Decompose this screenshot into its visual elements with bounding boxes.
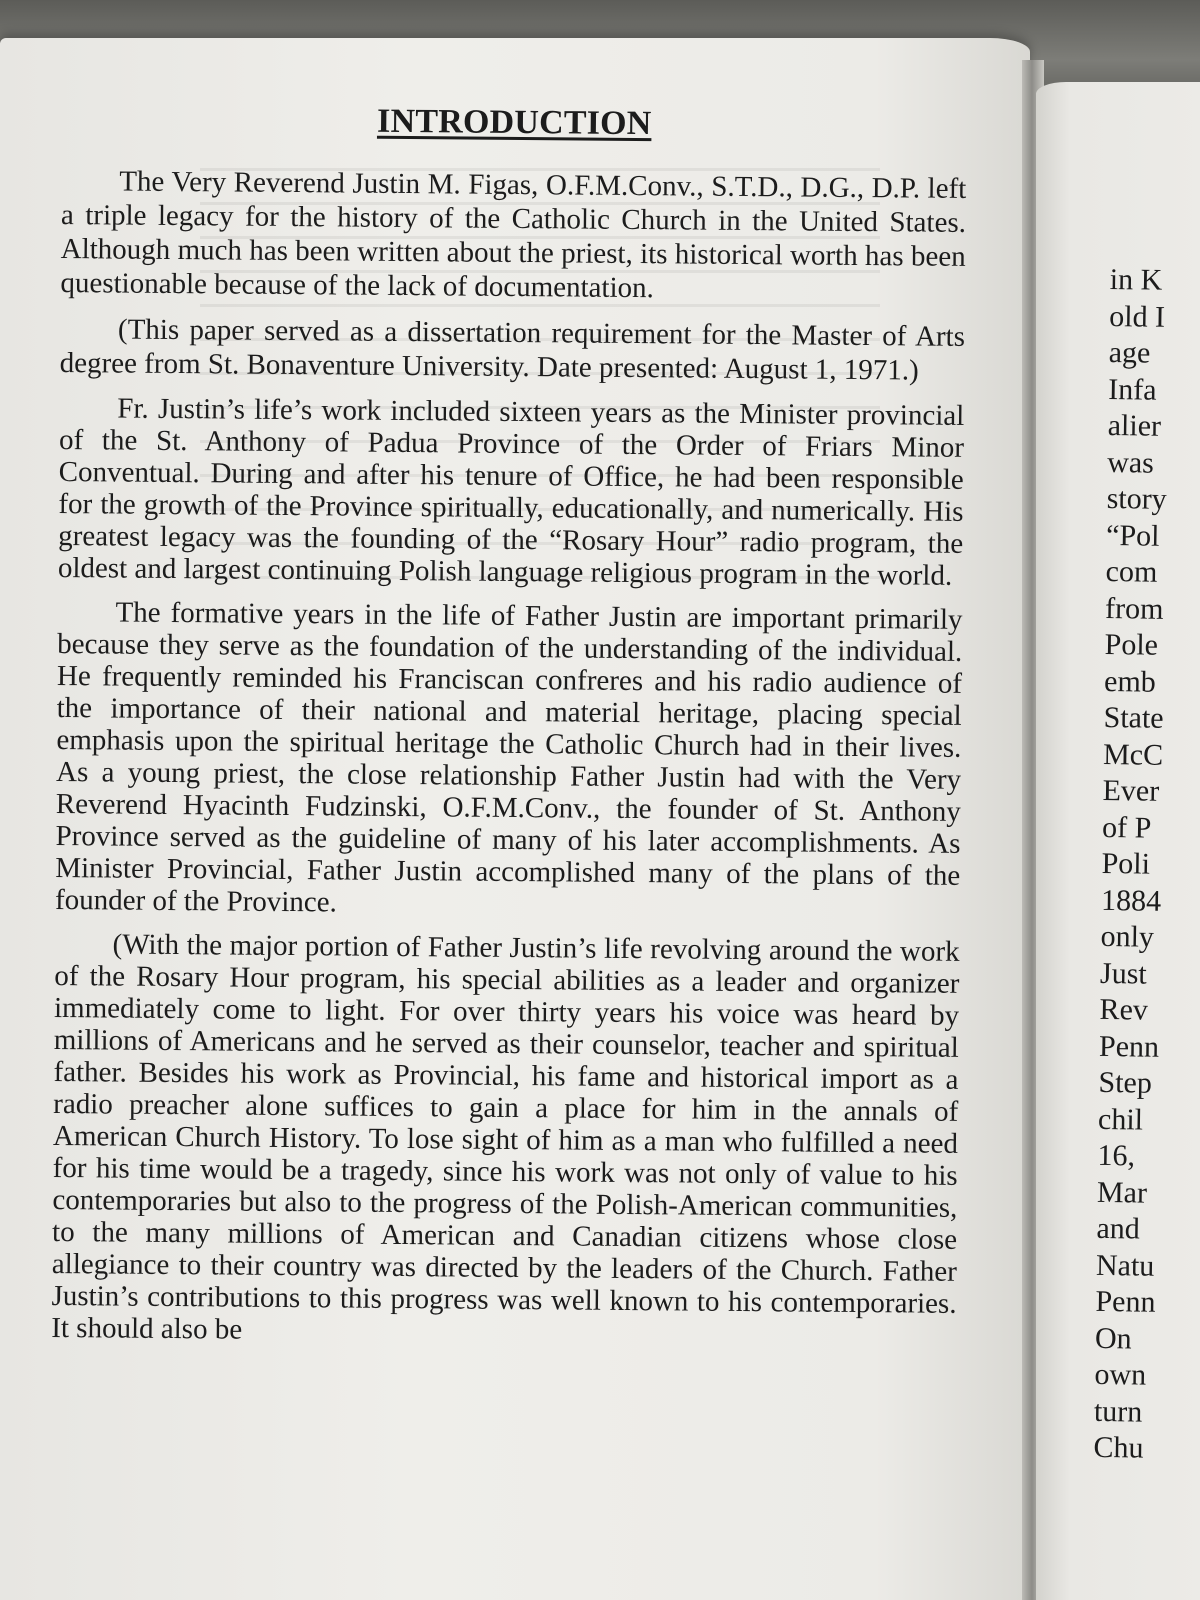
- facing-line: Chu: [1093, 1430, 1144, 1465]
- facing-line: Rev: [1099, 992, 1149, 1027]
- facing-line: 16,: [1097, 1138, 1136, 1173]
- facing-page-text: [1093, 262, 1200, 1468]
- facing-line: old I: [1109, 299, 1166, 334]
- facing-line: McC: [1102, 737, 1164, 772]
- facing-line: in K: [1109, 262, 1163, 297]
- paragraph-2: (This paper served as a dissertation requirement for the Master of Arts degree from St. Bonaventure University. Date presented: August 1, 1971.): [59, 313, 966, 387]
- facing-line: own: [1094, 1357, 1147, 1392]
- facing-line: Penn: [1095, 1284, 1156, 1319]
- facing-line: from: [1104, 591, 1164, 626]
- paragraph-3: Fr. Justin’s life’s work included sixteen years as the Minister provincial of the St. Anthony of Padua Province of the Order of Friars Minor Conventual. During and after his tenure of Office, he had been responsible for the growth of the Province spiritually, educationally, and numerically. His greatest legacy was the founding of the “Rosary Hour” radio program, the oldest and largest continuing Polish language religious program in the world.: [57, 392, 965, 592]
- facing-line: Pole: [1104, 627, 1159, 662]
- facing-line: 1884: [1100, 883, 1162, 918]
- facing-line: only: [1100, 919, 1155, 954]
- facing-line: emb: [1103, 664, 1157, 699]
- facing-line: chil: [1097, 1102, 1144, 1137]
- facing-line: turn: [1093, 1394, 1143, 1429]
- facing-line: On: [1094, 1321, 1132, 1355]
- facing-line: Mar: [1096, 1175, 1148, 1210]
- facing-line: of P: [1101, 810, 1152, 845]
- facing-line: Step: [1098, 1065, 1153, 1100]
- facing-line: com: [1105, 554, 1158, 589]
- paragraph-1: The Very Reverend Justin M. Figas, O.F.M.Conv., S.T.D., D.G., D.P. left a triple legacy for the history of the Catholic Church in the United States. Although much has been written about the priest, its historical worth has been questionable because of the lack of documentation.: [60, 165, 967, 305]
- facing-line: alier: [1107, 408, 1162, 443]
- page-title: INTRODUCTION: [376, 102, 652, 143]
- facing-line: story: [1106, 481, 1167, 516]
- facing-line: “Pol: [1105, 518, 1160, 553]
- paragraph-5: (With the major portion of Father Justin’s life revolving around the work of the Rosary Hour program, his special abilities as a leader and organizer immediately come to light. For over thirty years his voice was heard by millions of Americans and he served as their counselor, teacher and spiritual father. Besides his work as Provincial, his fame and historical import as a radio preacher alone suffices to gain a place for him in the annals of American Church History. To lose sight of him as a man who fulfilled a need for his time would be a tragedy, since his work was not only of value to his contemporaries but also to the progress of the Polish-American communities, to the many millions of American and Canadian citizens whose close allegiance to their country was directed by the leaders of the Church. Father Justin’s contributions to this progress was well known to his contemporaries. It should also be: [51, 928, 960, 1346]
- facing-line: Poli: [1101, 846, 1151, 881]
- paragraph-4: The formative years in the life of Father Justin are important primarily because they serve as the foundation of the understanding of the individual. He frequently reminded his Franciscan confreres and his radio audience of the importance of their national and material heritage, placing special emphasis upon the spiritual heritage the Catholic Church had in their lives. As a young priest, the close relationship Father Justin had with the Very Reverend Hyacinth Fudzinski, O.F.M.Conv., the founder of St. Anthony Province served as the guideline of many of his later accomplishments. As Minister Provincial, Father Justin accomplished many of the plans of the founder of the Province.: [54, 596, 963, 919]
- facing-line: Just: [1099, 956, 1147, 991]
- facing-line: State: [1103, 700, 1164, 735]
- facing-line: Ever: [1102, 773, 1160, 808]
- facing-line: Penn: [1098, 1029, 1160, 1064]
- facing-line: Infa: [1107, 372, 1157, 407]
- facing-line: and: [1096, 1211, 1141, 1246]
- facing-line: Natu: [1095, 1248, 1155, 1283]
- page-content: [51, 100, 967, 1364]
- facing-line: was: [1106, 445, 1155, 480]
- facing-line: age: [1108, 335, 1151, 370]
